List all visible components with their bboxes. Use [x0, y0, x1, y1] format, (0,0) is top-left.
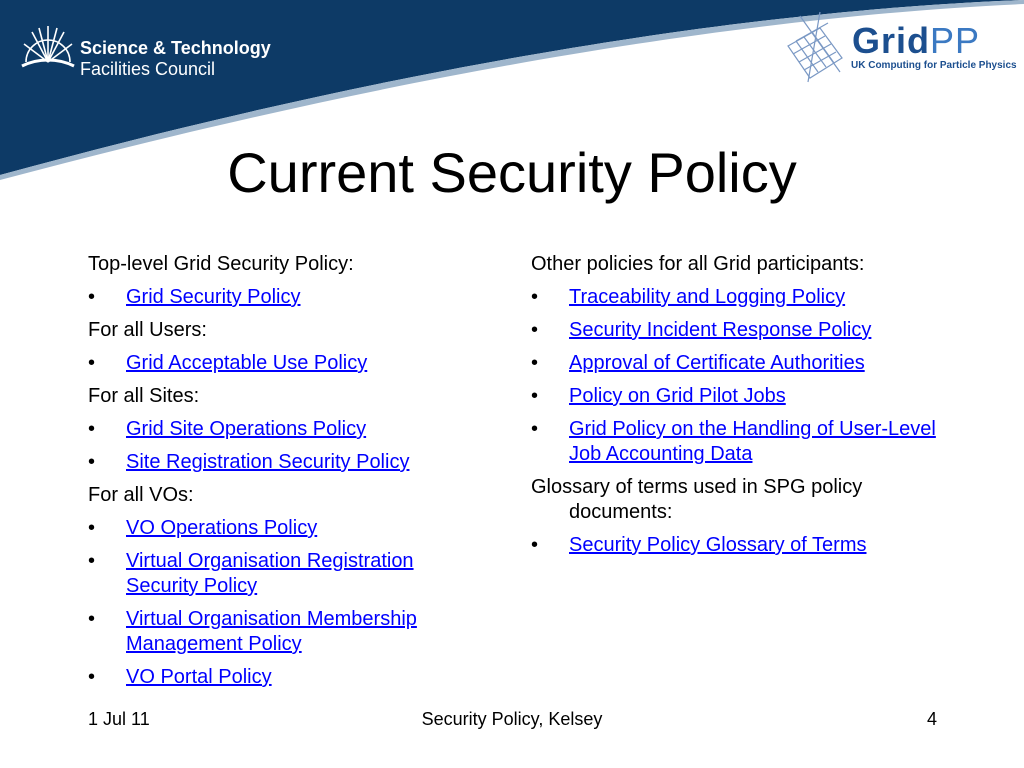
list-item: [88, 450, 478, 475]
bullet-icon: •: [531, 534, 539, 556]
list-item: [88, 516, 478, 541]
link-job-accounting-policy[interactable]: Grid Policy on the Handling of User-Level Job Accounting Data: [569, 418, 936, 465]
link-acceptable-use-policy[interactable]: Grid Acceptable Use Policy: [126, 352, 368, 374]
link-vo-portal-policy[interactable]: VO Portal Policy: [126, 666, 272, 688]
gridpp-word-pp: PP: [930, 20, 981, 61]
org-line1: Science & Technology: [80, 38, 271, 58]
bullet-icon: •: [531, 286, 539, 308]
gridpp-tagline: UK Computing for Particle Physics: [851, 60, 1017, 71]
heading-sites: For all Sites:: [88, 385, 200, 407]
link-traceability-policy[interactable]: Traceability and Logging Policy: [569, 286, 846, 308]
heading-top-level: Top-level Grid Security Policy:: [88, 253, 354, 275]
link-grid-security-policy[interactable]: Grid Security Policy: [126, 286, 301, 308]
list-item: [88, 607, 478, 657]
list-item: [531, 417, 951, 467]
right-column: [531, 252, 951, 566]
link-site-registration-policy[interactable]: Site Registration Security Policy: [126, 451, 410, 473]
bullet-icon: •: [88, 666, 96, 688]
heading-vos: For all VOs:: [88, 484, 194, 506]
heading-users: For all Users:: [88, 319, 207, 341]
footer-author: Security Policy, Kelsey: [421, 709, 603, 729]
bullet-icon: •: [88, 451, 96, 473]
list-item: [88, 351, 478, 376]
bullet-icon: •: [531, 352, 539, 374]
gridpp-word-grid: Grid: [852, 20, 931, 61]
bullet-icon: •: [531, 385, 539, 407]
list-item: [88, 285, 478, 310]
link-vo-registration-policy[interactable]: Virtual Organisation Registration Security Policy: [126, 550, 414, 597]
footer-date: 1 Jul 11: [88, 709, 150, 729]
bullet-icon: •: [88, 517, 96, 539]
slide-title: Current Security Policy: [227, 141, 797, 204]
link-vo-operations-policy[interactable]: VO Operations Policy: [126, 517, 318, 539]
heading-glossary: Glossary of terms used in SPG policy documents:: [531, 476, 863, 523]
heading-other-policies: Other policies for all Grid participants:: [531, 253, 865, 275]
footer-page-number: 4: [927, 709, 938, 729]
gridpp-wordmark: [852, 22, 980, 60]
bullet-icon: •: [531, 418, 539, 440]
stfc-wordmark: [80, 38, 271, 80]
link-site-operations-policy[interactable]: Grid Site Operations Policy: [126, 418, 367, 440]
list-item: [531, 285, 951, 310]
link-vo-membership-policy[interactable]: Virtual Organisation Membership Management Policy: [126, 608, 417, 655]
bullet-icon: •: [88, 352, 96, 374]
org-line2: Facilities Council: [80, 59, 216, 79]
left-column: [88, 252, 478, 698]
link-incident-response-policy[interactable]: Security Incident Response Policy: [569, 319, 872, 341]
bullet-icon: •: [88, 550, 96, 572]
list-item: [88, 417, 478, 442]
link-glossary-of-terms[interactable]: Security Policy Glossary of Terms: [569, 534, 867, 556]
bullet-icon: •: [88, 418, 96, 440]
bullet-icon: •: [531, 319, 539, 341]
bullet-icon: •: [88, 608, 96, 630]
list-item: [531, 351, 951, 376]
bullet-icon: •: [88, 286, 96, 308]
link-pilot-jobs-policy[interactable]: Policy on Grid Pilot Jobs: [569, 385, 786, 407]
list-item: [531, 384, 951, 409]
list-item: [531, 533, 951, 558]
link-ca-approval-policy[interactable]: Approval of Certificate Authorities: [569, 352, 865, 374]
list-item: [531, 318, 951, 343]
list-item: [88, 665, 478, 690]
list-item: [88, 549, 478, 599]
